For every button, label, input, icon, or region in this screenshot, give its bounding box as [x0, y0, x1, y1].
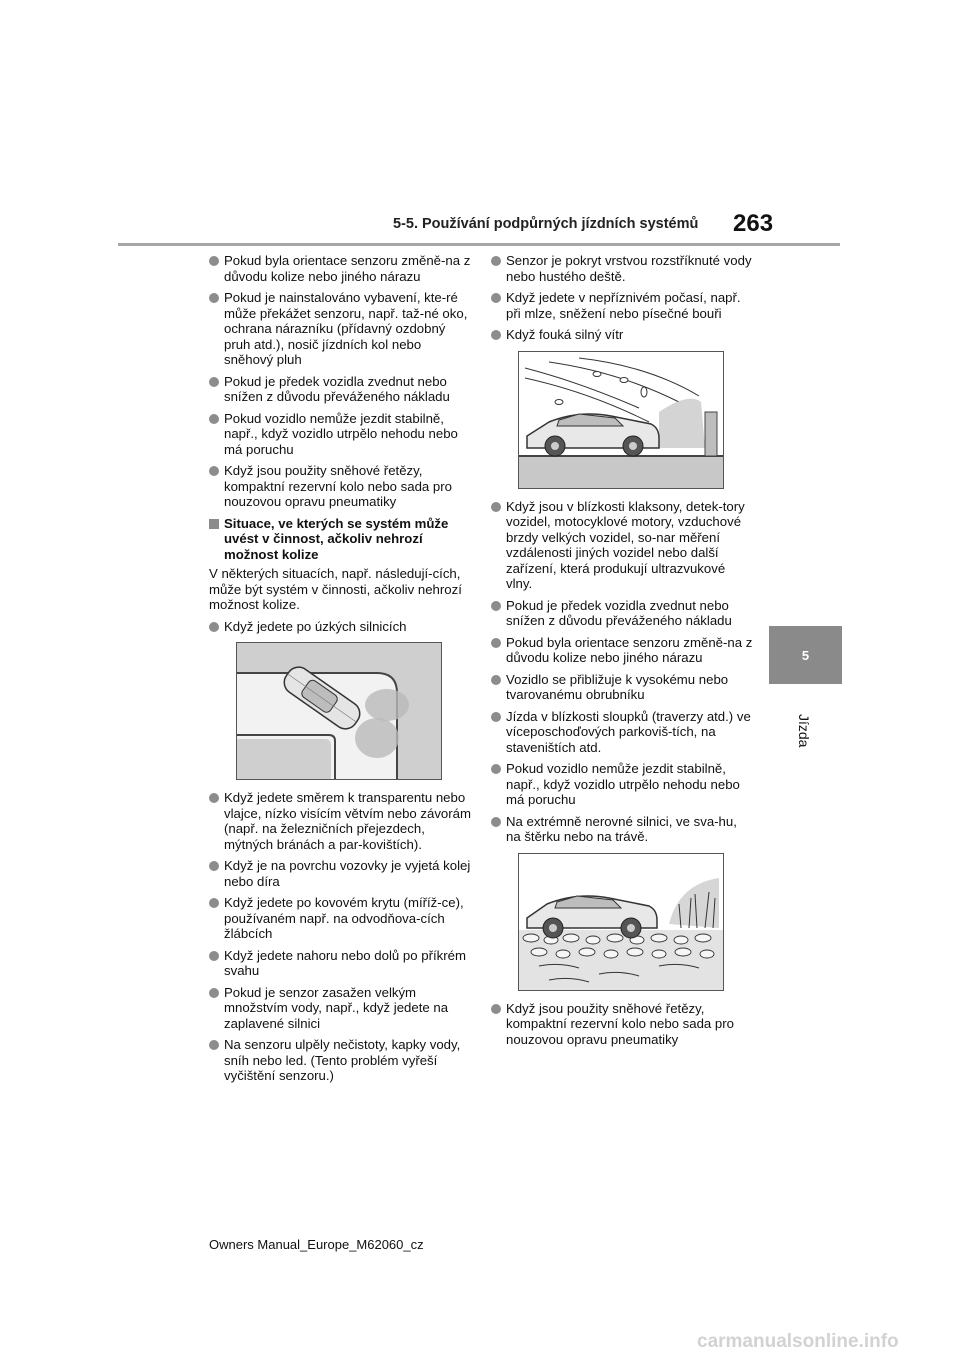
bullet-text: Na extrémně nerovné silnici, ve sva-hu, na štěrku nebo na trávě.	[506, 813, 737, 844]
bullet-dot-icon	[491, 601, 501, 611]
bullet-dot-icon	[209, 414, 219, 424]
bullet-item	[209, 411, 471, 458]
bullet-text: Pokud je senzor zasažen velkým množstvím vody, např., když jedete na zaplavené silnici	[224, 984, 449, 1031]
bullet-dot-icon	[491, 764, 501, 774]
bullet-dot-icon	[491, 1004, 501, 1014]
bullet-item	[491, 1001, 753, 1048]
bullet-text: Pokud vozidlo nemůže jezdit stabilně, např., když vozidlo utrpělo nehodu nebo má poruchu	[506, 761, 740, 807]
bullet-dot-icon	[491, 817, 501, 827]
intro-paragraph: V některých situacích, např. následují-cích, může být systém v činnosti, ačkoliv nehrozí možnost kolize.	[209, 566, 462, 612]
wind-drawing	[519, 352, 723, 488]
bullet-dot-icon	[209, 622, 219, 632]
right-bullets-a	[491, 253, 753, 343]
bullet-dot-icon	[209, 256, 219, 266]
bullet-dot-icon	[209, 898, 219, 908]
bullet-item	[209, 463, 471, 510]
narrow-road-illustration	[236, 642, 442, 780]
bullet-item	[209, 948, 471, 979]
bullet-item	[209, 1037, 471, 1084]
left-bullets-b	[209, 619, 471, 635]
bullet-text: Když jedete směrem k transparentu nebo vlajce, nízko visícím větvím nebo závorám (např. na železničních přejezdech, mýtných bránách a par-kovištích).	[224, 790, 471, 852]
bullet-text: Pokud je předek vozidla zvednut nebo snížen z důvodu převáženého nákladu	[224, 373, 450, 404]
bullet-text: Senzor je pokryt vrstvou rozstříknuté vody nebo hustého deště.	[506, 253, 752, 284]
bullet-text: Když jedete po úzkých silnicích	[224, 618, 407, 634]
left-bullets-a	[209, 253, 471, 510]
bullet-text: Když jsou použity sněhové řetězy, kompaktní rezervní kolo nebo sada pro nouzovou opravu pneumatiky	[506, 1000, 734, 1047]
chapter-label: Jízda	[796, 714, 812, 748]
bullet-dot-icon	[491, 675, 501, 685]
bullet-text: Když je na povrchu vozovky je vyjetá kolej nebo díra	[224, 858, 471, 889]
bullet-item	[209, 374, 471, 405]
bullet-dot-icon	[491, 256, 501, 266]
rough-road-illustration	[518, 853, 724, 991]
bullet-text: Když fouká silný vítr	[506, 327, 624, 342]
bullet-text: Pokud je předek vozidla zvednut nebo snížen z důvodu převáženého nákladu	[506, 597, 732, 628]
bullet-text: Jízda v blízkosti sloupků (traverzy atd.) ve víceposchoďových parkoviš-tích, na staveništích atd.	[506, 708, 751, 755]
bullet-item	[491, 709, 753, 756]
right-column	[491, 253, 753, 1053]
narrow-road-drawing	[237, 643, 441, 779]
bullet-item	[491, 761, 753, 808]
footer-text: Owners Manual_Europe_M62060_cz	[209, 1237, 424, 1252]
bullet-item	[491, 635, 753, 666]
bullet-dot-icon	[491, 330, 501, 340]
bullet-text: Vozidlo se přibližuje k vysokému nebo tvarovanému obrubníku	[506, 671, 729, 702]
bullet-dot-icon	[209, 377, 219, 387]
bullet-text: Když jedete nahoru nebo dolů po příkrém svahu	[224, 947, 466, 978]
bullet-item	[209, 985, 471, 1032]
bullet-item	[491, 327, 753, 343]
bullet-text: Když jedete v nepříznivém počasí, např. při mlze, sněžení nebo písečné bouři	[506, 290, 741, 321]
bullet-text: Když jsou použity sněhové řetězy, kompaktní rezervní kolo nebo sada pro nouzovou opravu pneumatiky	[224, 463, 452, 509]
page-number: 263	[733, 210, 774, 237]
subheading-text: Situace, ve kterých se systém může uvést v činnost, ačkoliv nehrozí možnost kolize	[224, 515, 449, 562]
bullet-item	[491, 672, 753, 703]
left-column	[209, 253, 471, 1090]
bullet-dot-icon	[209, 861, 219, 871]
bullet-dot-icon	[491, 638, 501, 648]
bullet-item	[491, 814, 753, 845]
right-bullets-b	[491, 499, 753, 845]
bullet-item	[209, 895, 471, 942]
bullet-dot-icon	[491, 712, 501, 722]
bullet-text: Pokud vozidlo nemůže jezdit stabilně, např., když vozidlo utrpělo nehodu nebo má poruchu	[224, 410, 458, 457]
left-bullets-c	[209, 790, 471, 1084]
chapter-number: 5	[801, 647, 810, 663]
section-title: 5-5. Používání podpůrných jízdních systémů	[393, 216, 699, 232]
bullet-item	[491, 499, 753, 592]
bullet-item	[209, 790, 471, 852]
bullet-dot-icon	[491, 502, 501, 512]
rough-road-drawing	[519, 854, 723, 990]
bullet-item	[491, 290, 753, 321]
subheading	[209, 516, 471, 563]
bullet-dot-icon	[209, 293, 219, 303]
bullet-text: Pokud je nainstalováno vybavení, kte-ré může překážet senzoru, např. taž-né oko, ochrana nárazníku (přídavný ozdobný pruh atd.), nosič jízdních kol nebo sněhový pluh	[224, 290, 468, 367]
bullet-dot-icon	[209, 466, 219, 476]
bullet-dot-icon	[209, 988, 219, 998]
bullet-text: Když jsou v blízkosti klaksony, detek-tory vozidel, motocyklové motory, vzduchové brzdy velkých vozidel, so-nar měření vzdálenosti jiných vozidel nebo další zařízení, která produkují ultrazvukové vlny.	[506, 498, 745, 591]
bullet-text: Pokud byla orientace senzoru změně-na z důvodu kolize nebo jiného nárazu	[506, 634, 753, 665]
bullet-text: Když jedete po kovovém krytu (míříž-ce), používaném např. na odvodňova-cích žlábcích	[224, 895, 464, 941]
bullet-dot-icon	[491, 293, 501, 303]
bullet-item	[491, 598, 753, 629]
bullet-text: Pokud byla orientace senzoru změně-na z důvodu kolize nebo jiného nárazu	[224, 253, 471, 284]
bullet-item	[491, 253, 753, 284]
strong-wind-illustration	[518, 351, 724, 489]
bullet-dot-icon	[209, 793, 219, 803]
bullet-dot-icon	[209, 951, 219, 961]
header-rule	[118, 243, 840, 246]
chapter-tab	[769, 626, 842, 684]
bullet-dot-icon	[209, 1040, 219, 1050]
bullet-item	[209, 290, 471, 368]
bullet-item	[209, 253, 471, 284]
bullet-item	[209, 858, 471, 889]
right-bullets-c	[491, 1001, 753, 1048]
bullet-item	[209, 619, 471, 635]
square-bullet-icon	[209, 519, 219, 529]
bullet-text: Na senzoru ulpěly nečistoty, kapky vody, sníh nebo led. (Tento problém vyřeší vyčištění senzoru.)	[224, 1037, 461, 1083]
watermark: carmanualsonline.info	[697, 1331, 899, 1352]
